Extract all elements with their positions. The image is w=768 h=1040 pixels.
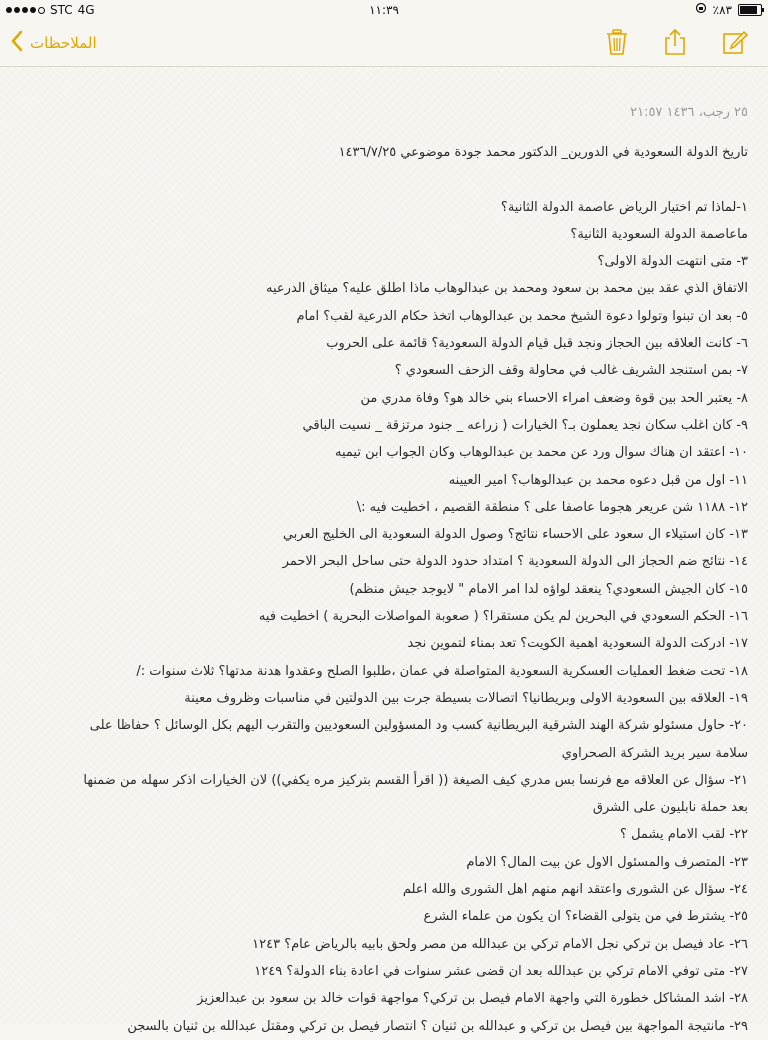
- note-line: ١٤- نتائج ضم الحجاز الى الدولة السعودية ؟ امتداد حدود الدولة حتى ساحل البحر الاحمر: [282, 554, 748, 570]
- battery-icon: [738, 4, 762, 16]
- back-chevron-icon: [10, 30, 24, 56]
- note-text[interactable]: [8, 139, 748, 1040]
- share-icon[interactable]: [662, 28, 688, 56]
- status-right: [695, 2, 762, 17]
- carrier-label: STC: [50, 3, 73, 17]
- note-line: ٨- يعتبر الحد بين قوة وضعف امراء الاحساء بني خالد هو؟ وفاة مدري من: [360, 390, 748, 406]
- note-date: ٢٥ رجب، ١٤٣٦ ٢١:٥٧: [630, 105, 748, 120]
- note-line: ١٥- كان الجيش السعودي؟ ينعقد لواؤه لدا امر الامام " لايوجد جيش منظم): [349, 581, 748, 597]
- note-line: ٢٨- اشد المشاكل خطورة التي واجهة الامام فيصل بن تركي؟ مواجهة قوات خالد بن سعود بن عبدالعزيز: [197, 991, 748, 1007]
- note-line: ١٢- ١١٨٨ شن عريعر هجوما عاصفا على ؟ منطقة القصيم ، اخطيت فيه :\: [356, 499, 748, 515]
- note-line: تاريخ الدولة السعودية في الدورين_ الدكتور محمد جودة موضوعي ١٤٣٦/٧/٢٥: [338, 145, 748, 160]
- note-line: ١١- اول من قبل دعوه محمد بن عبدالوهاب؟ امير العيينه: [448, 472, 748, 488]
- note-line: ٩- كان اغلب سكان نجد يعملون بـ؟ الخيارات ( زراعه _ جنود مرتزقة _ نسيت الباقي: [302, 417, 748, 433]
- network-label: 4G: [77, 3, 95, 17]
- note-line: ١٠- اعتقد ان هناك سوال ورد عن محمد بن عبدالوهاب وكان الجواب ابن تيميه: [335, 445, 748, 461]
- note-line: ١٣- كان استيلاء ال سعود على الاحساء نتائج؟ وصول الدولة السعودية الى الخليج العربي: [282, 527, 748, 543]
- note-line: ٢٢- لقب الامام يشمل ؟: [620, 827, 748, 843]
- note-body[interactable]: [0, 67, 768, 1034]
- back-label: الملاحظات: [30, 34, 97, 52]
- note-line: ١-لماذا تم اختيار الرياض عاصمة الدولة الثانية؟: [500, 199, 748, 215]
- note-line: ١٦- الحكم السعودي في البحرين لم يكن مستقرا؟ ( صعوبة المواصلات البحرية ) اخطيت فيه: [258, 609, 748, 625]
- note-line: ماعاصمة الدولة السعودية الثانية؟: [570, 226, 748, 242]
- note-line: ٧- بمن استنجد الشريف غالب في محاولة وقف الزحف السعودي ؟: [394, 363, 748, 379]
- note-line: ٢٣- المتصرف والمسئول الاول عن بيت المال؟ الامام: [466, 854, 748, 870]
- clock: ١١:٣٩: [369, 3, 399, 17]
- note-line: سلامة سير بريد الشركة الصحراوي: [561, 745, 748, 761]
- note-line: ٦- كانت العلاقه بين الحجاز ونجد قبل قيام الدولة السعودية؟ قائمة على الحروب: [326, 336, 748, 352]
- back-button[interactable]: [10, 30, 97, 56]
- note-line: ٢٩- مانتيجة المواجهة بين فيصل بن تركي و عبدالله بن ثنيان ؟ انتصار فيصل بن تركي ومقتل عبدالله بن ثنيان بالسجن: [127, 1018, 748, 1034]
- rotation-lock-icon: [695, 2, 707, 17]
- note-line: الاتفاق الذي عقد بين محمد بن سعود ومحمد بن عبدالوهاب ماذا اطلق عليه؟ ميثاق الدرعيه: [266, 281, 748, 297]
- navigation-bar: [0, 20, 768, 67]
- note-line: ٥- بعد ان تبنوا وتولوا دعوة الشيخ محمد بن عبدالوهاب اتخذ حكام الدرعية لقب؟ امام: [296, 308, 748, 324]
- note-line: ٣- متى انتهت الدولة الاولى؟: [597, 254, 748, 270]
- trash-icon[interactable]: [604, 28, 630, 56]
- note-line: ٢١- سؤال عن العلاقه مع فرنسا بس مدري كيف الصيغة (( اقرأ القسم بتركيز مره يكفي)) لان الخيارات اذكر سهله من ضمنها: [83, 772, 748, 788]
- note-line: ١٧- ادركت الدولة السعودية اهمية الكويت؟ تعد بمناء لتموين نجد: [407, 636, 748, 652]
- note-line: ٢٥- يشترط في من يتولى القضاء؟ ان يكون من علماء الشرع: [423, 909, 748, 925]
- note-line: بعد حملة نابليون على الشرق: [592, 800, 748, 816]
- note-line: ٢٠- حاول مسئولو شركة الهند الشرقية البريطانية كسب ود المسؤولين السعوديين والتقرب اليهم بكل الوسائل ؟ حفاظا على: [89, 718, 748, 734]
- note-line: ٢٤- سؤال عن الشورى واعتقد انهم منهم اهل الشورى والله اعلم: [402, 882, 748, 898]
- note-line: ٢٦- عاد فيصل بن تركي نجل الامام تركي بن عبدالله من مصر ولحق بابيه بالرياض عام؟ ١٢٤٣: [252, 936, 748, 952]
- compose-icon[interactable]: [722, 28, 748, 56]
- note-line: ١٩- العلاقه بين السعودية الاولى وبريطانيا؟ اتصالات بسيطة جرت بين الدولتين في مناسبات وظروف معينة: [184, 690, 748, 706]
- note-line: ٢٧- متى توفي الامام تركي بن عبدالله بعد ان قضى عشر سنوات في اعادة بناء الدولة؟ ١٢٤٩: [254, 963, 748, 979]
- note-line: [8, 166, 748, 193]
- status-bar: [0, 0, 768, 20]
- note-line: ١٨- تحت ضغط العمليات العسكرية السعودية المتواصلة في عمان ،طلبوا الصلح وعقدوا هدنة مدتها؟ ثلاث سنوات :/: [136, 663, 748, 679]
- battery-percent: ٪٨٣: [712, 2, 732, 17]
